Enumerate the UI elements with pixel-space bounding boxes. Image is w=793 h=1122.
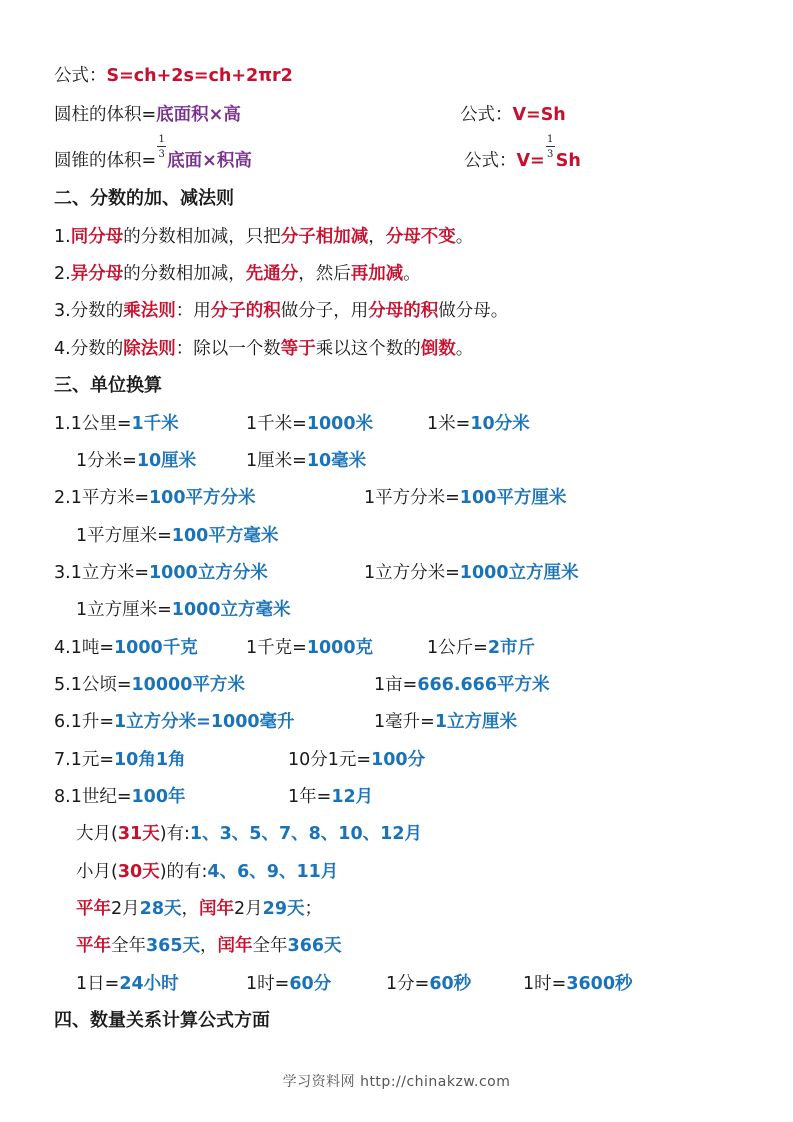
- page-footer: 学习资料网 http://chinakzw.com: [282, 1074, 511, 1090]
- text: 1米=: [427, 414, 471, 434]
- label: 公式：: [464, 151, 517, 171]
- text: 做分子，用: [280, 301, 369, 321]
- text: ，然后: [298, 264, 351, 284]
- fraction-bar: [546, 146, 555, 147]
- unit-line: [54, 561, 754, 585]
- value: 1000米: [306, 414, 374, 434]
- fraction-numerator: 1: [158, 134, 165, 145]
- text: 4.1吨=: [54, 638, 114, 658]
- highlight: 闰年: [217, 936, 253, 956]
- rule-line: [54, 262, 421, 286]
- text: 全年: [111, 936, 146, 956]
- highlight: 31天: [117, 824, 160, 844]
- text: 1立方分米=: [364, 563, 460, 583]
- highlight: 同分母: [70, 227, 124, 247]
- section-heading: 四、数量关系计算公式方面: [54, 1010, 270, 1031]
- value: 1立方厘米: [434, 712, 517, 732]
- text: 2月: [111, 899, 140, 919]
- unit-line: [76, 524, 278, 548]
- text: )有:: [159, 824, 190, 844]
- surface-formula-line: [54, 64, 293, 88]
- text: 5.1公顷=: [54, 675, 132, 695]
- formula-value: V=Sh: [512, 105, 566, 125]
- formula-value: S=ch+2s=ch+2πr2: [106, 66, 293, 86]
- text: 3.1立方米=: [54, 563, 149, 583]
- text: 1亩=: [374, 675, 418, 695]
- highlight: 分子相加减: [280, 227, 369, 247]
- unit-line: [54, 412, 754, 436]
- text: 1毫升=: [374, 712, 435, 732]
- value: 666.666平方米: [417, 675, 550, 695]
- section-heading: 二、分数的加、减法则: [54, 188, 234, 209]
- value: 100平方厘米: [459, 488, 567, 508]
- text: 1千克=: [246, 638, 307, 658]
- value: 1000立方厘米: [459, 563, 579, 583]
- value: 10厘米: [136, 451, 197, 471]
- formula-value: Sh: [555, 151, 581, 171]
- value: 1立方分米=1000毫升: [114, 712, 295, 732]
- value: 60秒: [429, 974, 472, 994]
- fraction-one-third: [546, 134, 555, 173]
- section-heading: 三、单位换算: [54, 375, 162, 396]
- text: 的分数相加减，只把: [123, 227, 281, 247]
- text: 1平方分米=: [364, 488, 460, 508]
- highlight: 倒数: [420, 339, 456, 359]
- label: 圆柱的体积=: [54, 105, 157, 125]
- highlight: 30天: [117, 862, 160, 882]
- text: 乘以这个数的: [315, 339, 421, 359]
- text: 6.1升=: [54, 712, 114, 732]
- text: 。: [455, 227, 474, 247]
- value: 1千米: [131, 414, 179, 434]
- highlight: 先通分: [245, 264, 299, 284]
- value: 365天: [146, 936, 201, 956]
- small-month-line: [76, 860, 338, 884]
- text: 1厘米=: [246, 451, 307, 471]
- value: 1000克: [306, 638, 374, 658]
- fraction-one-third: [157, 134, 166, 173]
- text: 。: [455, 339, 474, 359]
- value: 29天: [262, 899, 305, 919]
- value: 10000平方米: [131, 675, 245, 695]
- value: 10角1角: [114, 750, 186, 770]
- unit-line: [54, 636, 754, 660]
- value: 24小时: [119, 974, 179, 994]
- text: 2.1平方米=: [54, 488, 149, 508]
- rule-line: [54, 299, 508, 323]
- text: 全年: [252, 936, 288, 956]
- label: 公式：: [460, 105, 513, 125]
- value: 1000千克: [114, 638, 198, 658]
- text: 1千米=: [246, 414, 307, 434]
- text: 小月(: [76, 862, 118, 882]
- label: 公式：: [54, 66, 107, 86]
- rule-line: [54, 225, 473, 249]
- value: 100平方分米: [149, 488, 256, 508]
- highlight: 闰年: [199, 899, 234, 919]
- year-days-line: [76, 934, 342, 958]
- label: 圆锥的体积=: [54, 151, 157, 171]
- fraction-numerator: 1: [547, 134, 554, 145]
- formula-value: 底面积×高: [156, 105, 241, 125]
- cylinder-volume-line: [54, 103, 654, 127]
- highlight: 等于: [280, 339, 316, 359]
- text: 2.: [54, 264, 71, 284]
- fraction-denominator: 3: [158, 149, 165, 160]
- text: 8.1世纪=: [54, 787, 132, 807]
- text: ，: [200, 936, 218, 956]
- unit-line: [76, 598, 291, 622]
- value: 4、6、9、11月: [207, 862, 339, 882]
- text: 1.1公里=: [54, 414, 132, 434]
- value: 100年: [131, 787, 186, 807]
- text: 2月: [234, 899, 263, 919]
- value: 10分米: [470, 414, 530, 434]
- value: 100分: [371, 750, 426, 770]
- highlight: 分母的积: [368, 301, 439, 321]
- text: 的分数相加减，: [123, 264, 246, 284]
- rule-line: [54, 337, 473, 361]
- formula-value: V=: [516, 151, 545, 171]
- text: 4.分数的: [54, 339, 124, 359]
- unit-line: [76, 449, 676, 473]
- value: 366天: [287, 936, 342, 956]
- text: ；: [304, 899, 322, 919]
- text: ：除以一个数: [175, 339, 281, 359]
- value: 60分: [289, 974, 332, 994]
- value: 12月: [331, 787, 374, 807]
- formula-value: 底面×积高: [167, 151, 252, 171]
- text: 1时=: [523, 974, 567, 994]
- text: 1立方厘米=: [76, 600, 172, 620]
- fraction-denominator: 3: [547, 149, 554, 160]
- highlight: 异分母: [70, 264, 124, 284]
- value: 1000立方分米: [149, 563, 268, 583]
- text: 1分=: [386, 974, 430, 994]
- text: 1.: [54, 227, 71, 247]
- unit-line: [54, 785, 754, 809]
- text: 1日=: [76, 974, 120, 994]
- text: 7.1元=: [54, 750, 114, 770]
- february-line: [76, 897, 322, 921]
- cone-volume-line: [54, 134, 654, 173]
- text: )的有:: [159, 862, 208, 882]
- highlight: 再加减: [350, 264, 404, 284]
- fraction-bar: [157, 146, 166, 147]
- value: 3600秒: [566, 974, 633, 994]
- highlight: 分母不变: [385, 227, 456, 247]
- big-month-line: [76, 822, 422, 846]
- text: 1平方厘米=: [76, 526, 172, 546]
- text: 大月(: [76, 824, 118, 844]
- text: ，: [181, 899, 199, 919]
- value: 10毫米: [306, 451, 367, 471]
- text: 1时=: [246, 974, 290, 994]
- unit-line: [54, 748, 754, 772]
- value: 1、3、5、7、8、10、12月: [189, 824, 423, 844]
- text: ，: [368, 227, 386, 247]
- text: 3.分数的: [54, 301, 124, 321]
- highlight: 除法则: [123, 339, 176, 359]
- value: 2市斤: [487, 638, 535, 658]
- highlight: 分子的积: [210, 301, 281, 321]
- text: 10分1元=: [288, 750, 372, 770]
- text: 。: [403, 264, 421, 284]
- unit-line: [54, 486, 754, 510]
- text: 1分米=: [76, 451, 137, 471]
- unit-line: [54, 710, 754, 734]
- time-line: [76, 972, 756, 996]
- unit-line: [54, 673, 754, 697]
- highlight: 乘法则: [123, 301, 176, 321]
- value: 1000立方毫米: [171, 600, 291, 620]
- text: 做分母。: [438, 301, 509, 321]
- highlight: 平年: [76, 899, 111, 919]
- text: 1年=: [288, 787, 332, 807]
- text: ：用: [175, 301, 211, 321]
- highlight: 平年: [76, 936, 111, 956]
- value: 100平方毫米: [171, 526, 279, 546]
- value: 28天: [139, 899, 182, 919]
- text: 1公斤=: [427, 638, 488, 658]
